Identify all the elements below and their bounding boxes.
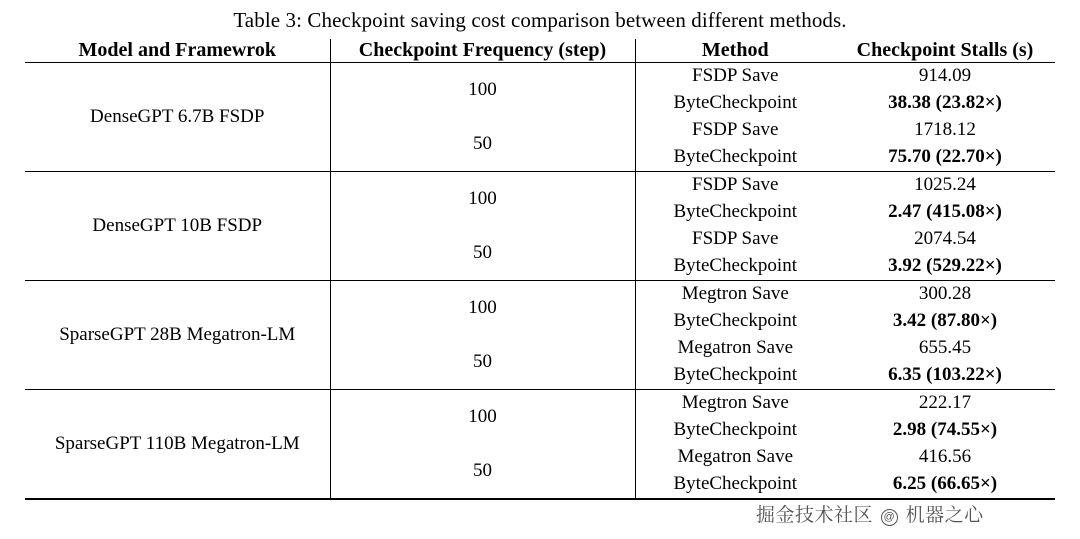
model-cell: DenseGPT 10B FSDP xyxy=(25,172,330,281)
method-cell: ByteCheckpoint xyxy=(673,146,797,168)
method-cell: ByteCheckpoint xyxy=(673,201,797,223)
frequency-cell: 100 xyxy=(330,390,635,445)
method-cell: Megtron Save xyxy=(635,390,835,418)
header-checkpoint-frequency: Checkpoint Frequency (step) xyxy=(330,39,635,63)
header-method: Method xyxy=(701,39,769,61)
frequency-cell: 50 xyxy=(330,444,635,499)
method-cell: ByteCheckpoint xyxy=(673,92,797,114)
watermark-at-icon: @ xyxy=(881,509,898,526)
frequency-cell: 100 xyxy=(330,172,635,227)
frequency-cell: 50 xyxy=(330,117,635,172)
stall-cell: 655.45 xyxy=(918,337,972,359)
stall-cell: 2074.54 xyxy=(914,228,976,250)
stall-cell: 2.47 (415.08×) xyxy=(888,201,1002,223)
table-row xyxy=(25,281,1055,309)
stall-cell: 3.42 (87.80×) xyxy=(892,310,998,332)
method-cell: ByteCheckpoint xyxy=(673,255,797,277)
model-cell: SparseGPT 28B Megatron-LM xyxy=(25,281,330,390)
stall-cell: 914.09 xyxy=(835,63,1055,91)
method-cell: ByteCheckpoint xyxy=(673,364,797,386)
method-cell: Megatron Save xyxy=(677,446,794,468)
model-cell: SparseGPT 110B Megatron-LM xyxy=(25,390,330,500)
method-cell: FSDP Save xyxy=(635,172,835,200)
frequency-cell: 100 xyxy=(330,281,635,336)
header-model-framework: Model and Framewrok xyxy=(25,39,330,63)
method-cell: FSDP Save xyxy=(692,119,779,141)
method-cell: ByteCheckpoint xyxy=(673,310,797,332)
stall-cell: 1025.24 xyxy=(835,172,1055,200)
watermark-left-text: 掘金技术社区 xyxy=(756,505,874,526)
watermark-right-text: 机器之心 xyxy=(905,505,984,526)
method-cell: FSDP Save xyxy=(692,228,779,250)
table-header-row xyxy=(25,39,1055,63)
stall-cell: 1718.12 xyxy=(914,119,976,141)
stall-cell: 222.17 xyxy=(835,390,1055,418)
method-cell: Megtron Save xyxy=(635,281,835,309)
header-checkpoint-stalls: Checkpoint Stalls (s) xyxy=(856,39,1034,61)
model-cell: DenseGPT 6.7B FSDP xyxy=(25,63,330,172)
stall-cell: 416.56 xyxy=(918,446,972,468)
method-cell: ByteCheckpoint xyxy=(673,419,797,441)
table-row xyxy=(25,63,1055,91)
table-caption: Table 3: Checkpoint saving cost comparison between different methods. xyxy=(233,8,847,32)
frequency-cell: 50 xyxy=(330,226,635,281)
stall-cell: 3.92 (529.22×) xyxy=(888,255,1002,277)
watermark xyxy=(756,500,984,527)
frequency-cell: 50 xyxy=(330,335,635,390)
stall-cell: 75.70 (22.70×) xyxy=(888,146,1002,168)
stall-cell: 2.98 (74.55×) xyxy=(892,419,998,441)
frequency-cell: 100 xyxy=(330,63,635,118)
checkpoint-cost-table xyxy=(25,39,1055,500)
method-cell: FSDP Save xyxy=(635,63,835,91)
stall-cell: 6.25 (66.65×) xyxy=(892,473,998,495)
stall-cell: 38.38 (23.82×) xyxy=(888,92,1002,114)
stall-cell: 6.35 (103.22×) xyxy=(888,364,1002,386)
stall-cell: 300.28 xyxy=(835,281,1055,309)
method-cell: ByteCheckpoint xyxy=(673,473,797,495)
table-row xyxy=(25,390,1055,418)
table-row xyxy=(25,172,1055,200)
method-cell: Megatron Save xyxy=(677,337,794,359)
